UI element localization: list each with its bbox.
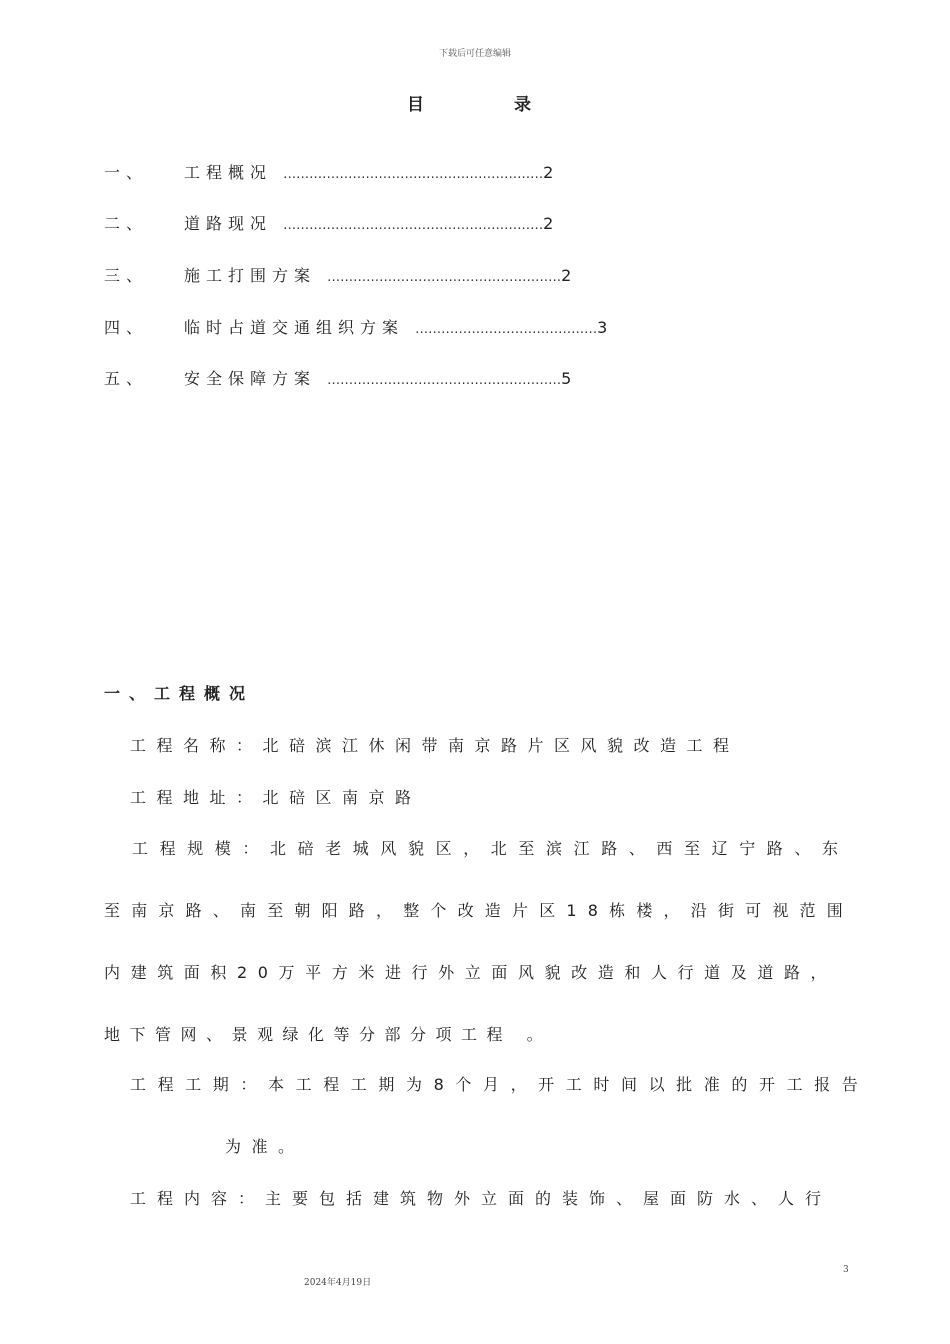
page-header-note: 下载后可任意编辑	[438, 49, 511, 59]
toc-item-leader: ………………………………………………	[327, 373, 562, 388]
project-scale-line: 地下管网、景观绿化等分部分项工程 。	[104, 1025, 553, 1044]
project-period-line: 为准。	[225, 1137, 305, 1156]
toc-item-number: 四、	[104, 318, 149, 337]
toc-item-page: 2	[543, 163, 554, 182]
footer-date: 2024年4月19日	[304, 1278, 372, 1288]
toc-item[interactable]	[104, 160, 553, 183]
toc-item-label: 临时占道交通组织方案	[184, 318, 405, 337]
toc-item[interactable]	[104, 263, 571, 286]
toc-item-leader: ……………………………………………………	[283, 218, 544, 233]
project-scale-line: 工程规模：北碚老城风貌区，北至滨江路、西至辽宁路、东	[132, 839, 850, 858]
toc-item-label: 工程概况	[184, 163, 273, 182]
toc-item[interactable]	[104, 211, 553, 234]
toc-item-label: 安全保障方案	[184, 369, 317, 388]
toc-item-number: 五、	[104, 369, 149, 388]
toc-item-page: 5	[561, 369, 572, 388]
project-scale-line: 至南京路、南至朝阳路，整个改造片区18栋楼，沿街可视范围	[104, 901, 854, 920]
toc-item-label: 施工打围方案	[184, 266, 317, 285]
page-number: 3	[843, 1265, 849, 1275]
section-title: 一、工程概况	[104, 684, 255, 703]
toc-item[interactable]	[104, 315, 607, 338]
project-name-line: 工程名称：北碚滨江休闲带南京路片区风貌改造工程	[130, 736, 740, 755]
project-period-line: 工程工期：本工程工期为8个月，开工时间以批准的开工报告	[130, 1075, 870, 1094]
toc-item-leader: ………………………………………………	[327, 270, 562, 285]
toc-title: 目录	[407, 95, 621, 115]
toc-item-page: 2	[543, 214, 554, 233]
project-address-line: 工程地址：北碚区南京路	[130, 788, 422, 807]
toc-item-page: 3	[597, 318, 608, 337]
toc-item-leader: ……………………………………………………	[283, 167, 544, 182]
toc-item-number: 二、	[104, 214, 149, 233]
toc-item[interactable]	[104, 366, 571, 389]
toc-item-number: 三、	[104, 266, 149, 285]
toc-item-page: 2	[561, 266, 572, 285]
toc-item-label: 道路现况	[184, 214, 273, 233]
project-scale-line: 内建筑面积20万平方米进行外立面风貌改造和人行道及道路，	[104, 963, 838, 982]
toc-item-number: 一、	[104, 163, 149, 182]
toc-item-leader: ……………………………………	[415, 322, 598, 337]
project-content-line: 工程内容：主要包括建筑物外立面的装饰、屋面防水、人行	[130, 1189, 833, 1208]
